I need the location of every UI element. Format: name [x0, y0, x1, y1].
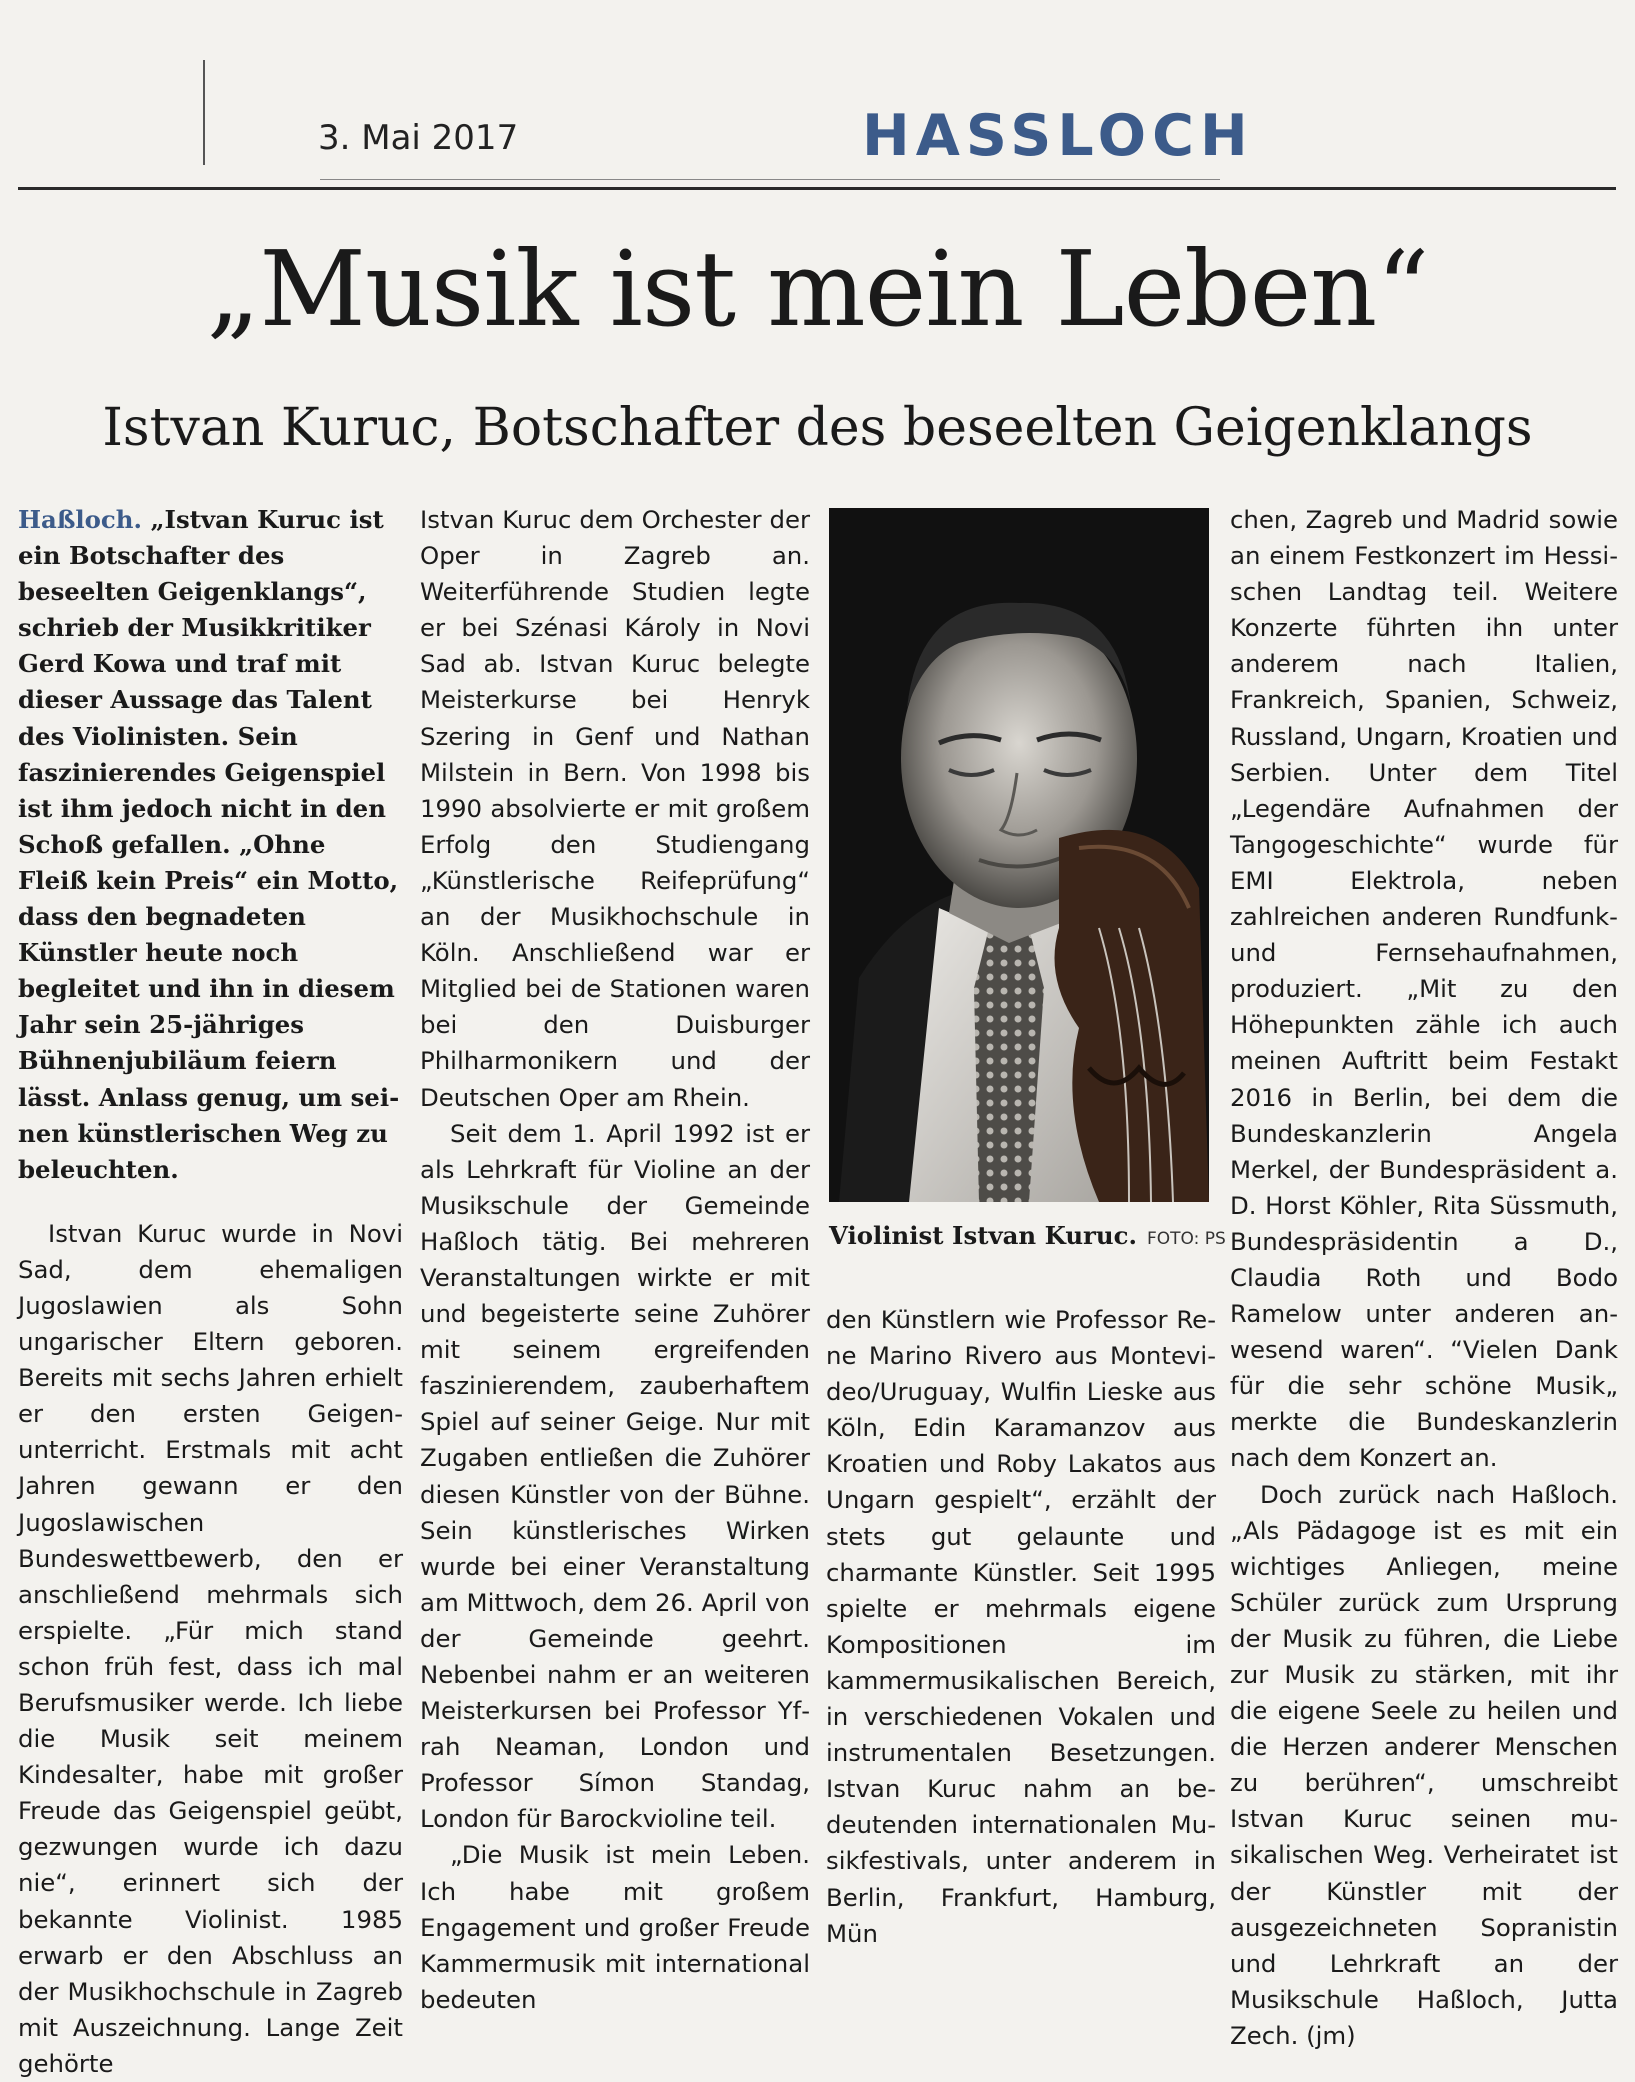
- body-paragraph: „Die Musik ist mein Leben. Ich habe mit großem Engagement und großer Freude Kammermusik mit international bedeuten: [420, 1840, 810, 2014]
- column-4: [1230, 502, 1618, 2054]
- caption-text: Violinist Istvan Kuruc.: [829, 1221, 1137, 1250]
- photo-credit: FOTO: PS: [1146, 1229, 1226, 1249]
- column-2: [420, 502, 810, 2018]
- article-headline: „Musik ist mein Leben“: [206, 228, 1429, 350]
- article-lead: [18, 502, 403, 1188]
- issue-date: 3. Mai 2017: [318, 118, 519, 158]
- body-paragraph: Doch zurück nach Haßloch. „Als Pädagoge ist es mit ein wichtiges Anliegen, meine Schüler zurück zum Ursprung der Musik zu führen, die Liebe zur Musik zu stärken, mit ihr die eigene Seele zu heilen und die Herzen anderer Menschen zu berühren“, umschreibt Istvan Kuruc seinen musikalischen Weg. Verheiratet ist der Künstler mit der ausgezeichneten Sopranistin und Lehrkraft an der Musikschule Haßloch, Jutta Zech. (jm): [1230, 1479, 1618, 2050]
- article-subheadline: Istvan Kuruc, Botschafter des beseelten Geigenklangs: [102, 398, 1533, 458]
- violinist-photo: [829, 508, 1209, 1202]
- body-paragraph: Seit dem 1. April 1992 ist er als Lehrkraft für Violine an der Musikschule der Gemeinde Haßloch tätig. Bei mehreren Veranstaltungen wirkte er mit und begeisterte seine Zuhörer mit seinem ergreifenden faszinierendem, zauberhaftem Spiel auf seiner Geige. Nur mit Zugaben entließen die Zuhörer diesen Künstler von der Bühne. Sein künstlerisches Wirken wurde bei einer Veranstaltung am Mittwoch, dem 26. April von der Gemeinde geehrt. Nebenbei nahm er an weiteren Meisterkursen bei Professor Yfrah Neaman, London und Professor Símon Standag, London für Barockvioline teil.: [420, 1118, 810, 1834]
- body-paragraph: Istvan Kuruc dem Orchester der Oper in Zagreb an. Weiterführende Studien legte er bei Szénasi Károly in Novi Sad ab. Istvan Kuruc belegte Meisterkurse bei Henryk Szering in Genf und Nathan Milstein in Bern. Von 1998 bis 1990 absolvierte er mit großem Erfolg den Studiengang „Künstlerische Reifeprüfung“ an der Musikhochschule in Köln. Anschließend war er Mitglied bei de Stationen waren bei den Duisburger Philharmonikern und der Deutschen Oper am Rhein.: [420, 505, 810, 1112]
- header-rule: [18, 187, 1616, 190]
- header-rule-thin: [320, 179, 1220, 180]
- violinist-portrait-image: [829, 508, 1209, 1202]
- body-paragraph: chen, Zagreb und Madrid sowie an einem Festkonzert im Hessischen Landtag teil. Weitere Konzerte führten ihn unter anderem nach Italien, Frankreich, Spanien, Schweiz, Russland, Ungarn, Kroatien und Serbien. Unter dem Titel „Legendäre Aufnahmen der Tangogeschichte“ wurde für EMI Elektrola, neben zahlreichen anderen Rundfunk- und Fernsehaufnahmen, produziert. „Mit zu den Höhepunkten zähle ich auch meinen Auftritt beim Festakt 2016 in Berlin, bei dem die Bundeskanzlerin Angela Merkel, der Bundespräsident a. D. Horst Köhler, Rita Süssmuth, Bundespräsidentin a D., Claudia Roth und Bodo Ramelow unter anderen anwesend waren“. “Vielen Dank für die sehr schöne Musik„ merkte die Bundeskanzlerin nach dem Konzert an.: [1230, 505, 1618, 1473]
- lead-text: „Istvan Kuruc ist ein Botschafter des beseelten Geigenklangs“, schrieb der Musikkritiker Gerd Kowa und traf mit dieser Aussage das Talent des Violinisten. Sein faszinierendes Geigenspiel ist ihm jedoch nicht in den Schoß gefallen. „Ohne Fleiß kein Preis“ ein Motto, dass den begnadeten Künstler heute noch begleitet und ihn in diesem Jahr sein 25-jähriges Bühnenjubiläum feiern lässt. Anlass genug, um seinen künstlerischen Weg zu beleuchten.: [18, 505, 400, 1184]
- section-title: HASSLOCH: [862, 103, 1254, 169]
- column-1: [18, 502, 403, 2082]
- photo-caption: [829, 1220, 1226, 1255]
- crop-mark: [203, 60, 205, 165]
- column-3: [826, 1302, 1216, 1952]
- body-paragraph: den Künstlern wie Professor Rene Marino Rivero aus Montevideo/Uruguay, Wulfin Lieske aus Köln, Edin Karamanzov aus Kroatien und Roby Lakatos aus Ungarn gespielt“, erzählt der stets gut gelaunte und charmante Künstler. Seit 1995 spielte er mehrmals eigene Kompositionen im kammermusikalischen Bereich, in verschiedenen Vokalen und instrumentalen Besetzungen. Istvan Kuruc nahm an bedeutenden internationalen Musikfestivals, unter anderem in Berlin, Frankfurt, Hamburg, Mün: [826, 1305, 1216, 1948]
- body-paragraph: Istvan Kuruc wurde in Novi Sad, dem ehemaligen Jugoslawien als Sohn ungarischer Eltern geboren. Bereits mit sechs Jahren erhielt er den ersten Geigenunterricht. Erstmals mit acht Jahren gewann er den Jugoslawischen Bundeswettbewerb, den er anschließend mehrmals sich erspielte. „Für mich stand schon früh fest, dass ich mal Berufsmusiker werde. Ich liebe die Musik seit meinem Kindesalter, habe mit großer Freude das Geigenspiel geübt, gezwungen wurde ich dazu nie“, erinnert sich der bekannte Violinist. 1985 erwarb er den Abschluss an der Musikhochschule in Zagreb mit Auszeichnung. Lange Zeit gehörte: [18, 1218, 403, 2078]
- dateline: Haßloch.: [18, 505, 142, 534]
